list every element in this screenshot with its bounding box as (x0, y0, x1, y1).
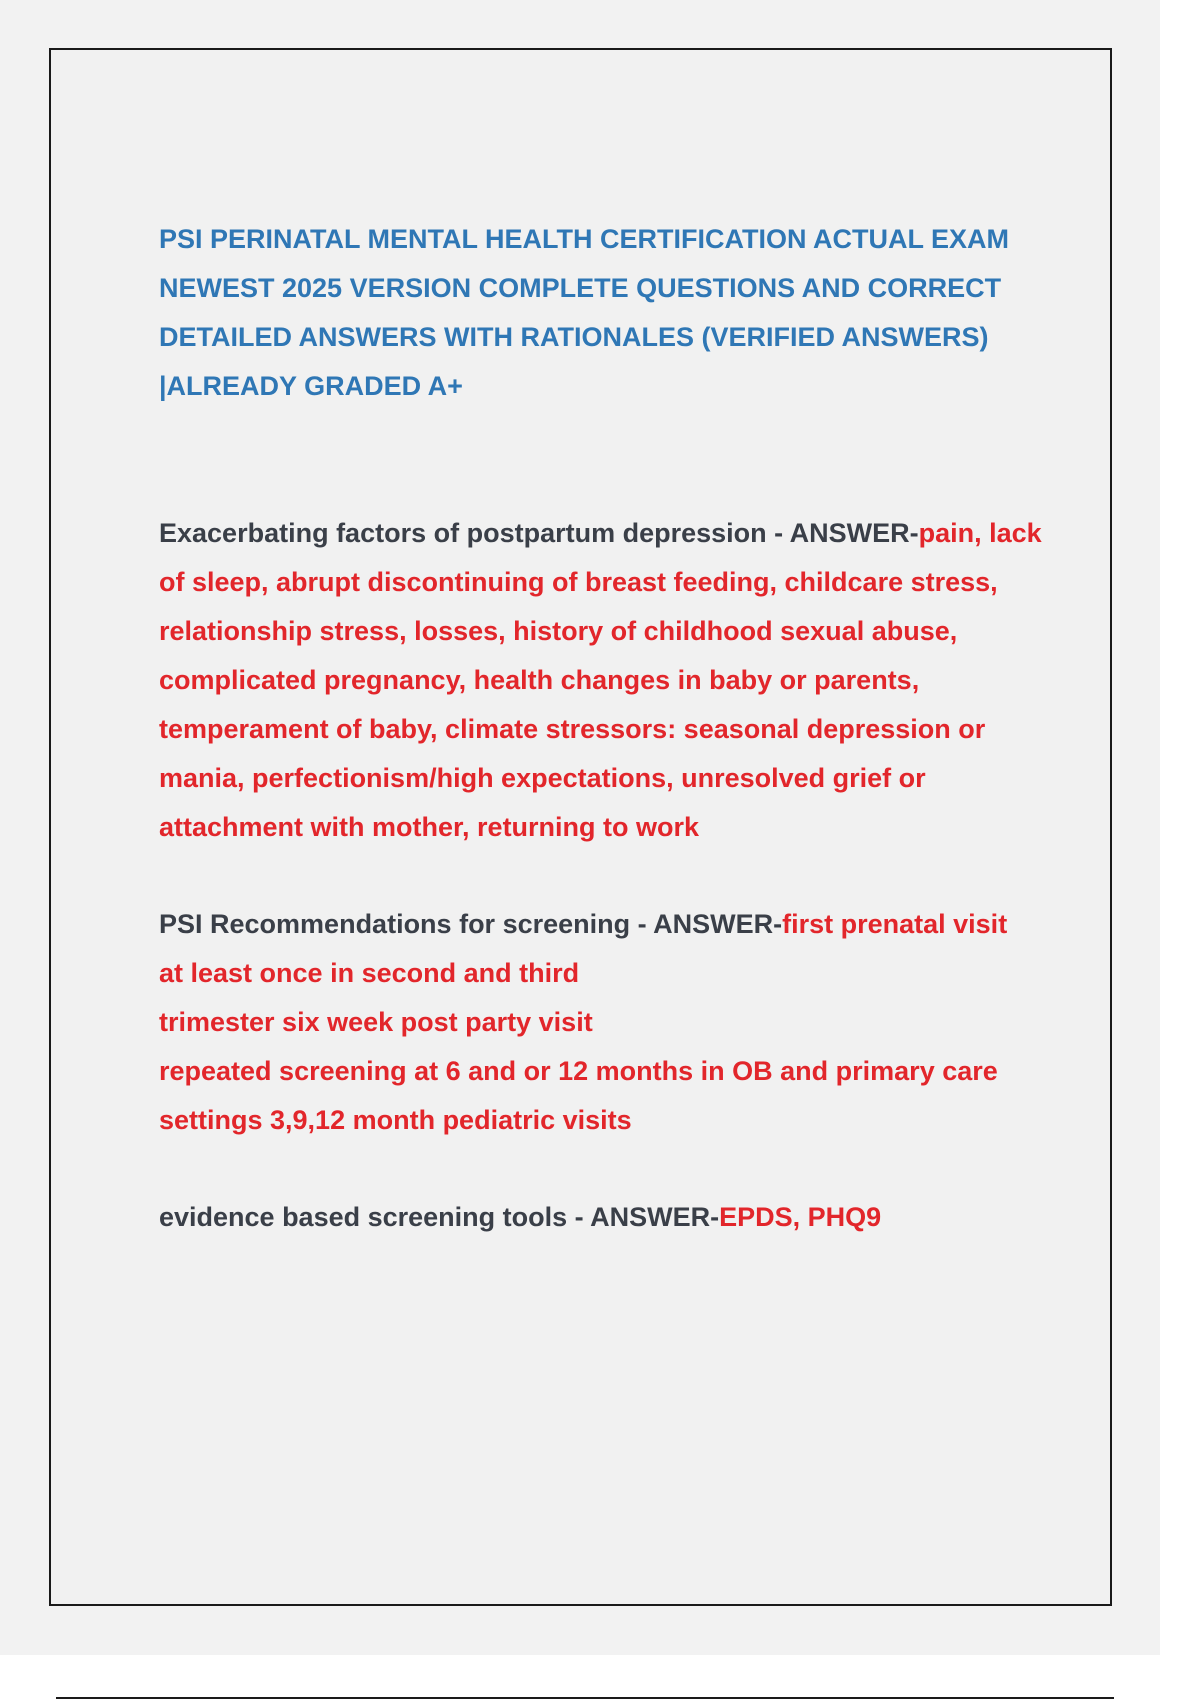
answer-line-3: trimester six week post party visit (159, 1007, 593, 1037)
answer-line-4: repeated screening at 6 and or 12 months in OB and primary care settings 3,9,12 month pediatric visits (159, 1056, 998, 1135)
qa-item-screening-tools (159, 1193, 1059, 1242)
qa-item-screening-recommendations (159, 900, 1059, 1145)
document-title: PSI PERINATAL MENTAL HEALTH CERTIFICATION ACTUAL EXAM NEWEST 2025 VERSION COMPLETE QUESTIONS AND CORRECT DETAILED ANSWERS WITH RATIONALES (VERIFIED ANSWERS) |ALREADY GRADED A+ (159, 224, 1009, 401)
answer-text: pain, lack of sleep, abrupt discontinuing of breast feeding, childcare stress, relationship stress, losses, history of childhood sexual abuse, complicated pregnancy, health changes in baby or parents, temperament of baby, climate stressors: seasonal depression or mania, perfectionism/high expectations, unresolved grief or attachment with mother, returning to work (159, 518, 1042, 842)
question-text: evidence based screening tools - ANSWER- (159, 1202, 720, 1232)
qa-item-exacerbating-factors (159, 509, 1059, 852)
document-content (159, 215, 1059, 1242)
page-divider-line (56, 1697, 1114, 1699)
question-text: PSI Recommendations for screening - ANSWER- (159, 909, 783, 939)
answer-text: EPDS, PHQ9 (719, 1202, 882, 1232)
answer-line-2: at least once in second and third (159, 958, 580, 988)
document-page-frame (49, 48, 1112, 1606)
answer-line-1: first prenatal visit (782, 909, 1008, 939)
question-text: Exacerbating factors of postpartum depression - ANSWER- (159, 518, 919, 548)
